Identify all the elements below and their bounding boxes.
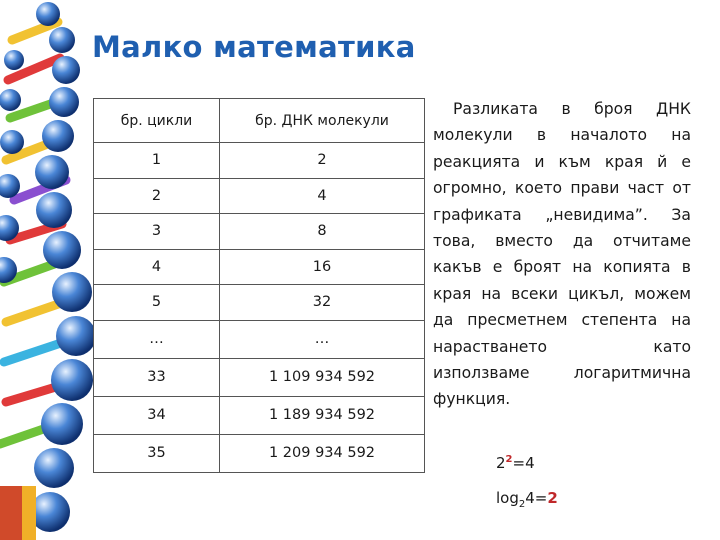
- table-row: [94, 178, 425, 214]
- formula-base: 2: [496, 454, 506, 472]
- table-cell: 4: [94, 249, 220, 285]
- table-cell: 4: [220, 178, 425, 214]
- table-row: [94, 396, 425, 434]
- table-cell: 2: [94, 178, 220, 214]
- log-formula: [496, 489, 558, 510]
- table-row: [94, 285, 425, 321]
- log-result: 2: [547, 489, 558, 507]
- table-cell: 1: [94, 143, 220, 179]
- table-cell: 8: [220, 214, 425, 250]
- table-header-row: [94, 99, 425, 143]
- table-cell: 5: [94, 285, 220, 321]
- table-row: [94, 249, 425, 285]
- table-row: [94, 320, 425, 358]
- table-cell: 1 209 934 592: [220, 434, 425, 472]
- power-formula: [496, 454, 535, 472]
- table-row: [94, 143, 425, 179]
- log-label: log: [496, 489, 519, 507]
- formula-result: =4: [512, 454, 535, 472]
- header-cycles: бр. цикли: [94, 99, 220, 143]
- table-cell: 32: [220, 285, 425, 321]
- table-cell: 3: [94, 214, 220, 250]
- table-cell: …: [94, 320, 220, 358]
- cycles-table: [93, 98, 425, 473]
- header-dna-molecules: бр. ДНК молекули: [220, 99, 425, 143]
- log-argument: 4=: [525, 489, 548, 507]
- formula-exponent: 2: [505, 454, 513, 465]
- table-row: [94, 358, 425, 396]
- table-cell: 34: [94, 396, 220, 434]
- slide-title: Малко математика: [92, 30, 416, 64]
- table-cell: 2: [220, 143, 425, 179]
- table-cell: 16: [220, 249, 425, 285]
- table-cell: 35: [94, 434, 220, 472]
- table-row: [94, 434, 425, 472]
- table-cell: …: [220, 320, 425, 358]
- explanation-paragraph: Разликата в броя ДНК молекули в началото на реакцията и към края й е огромно, което прави част от графиката „невидима”. За това, вместо да отчитаме какъв е броят на копията в края на всеки цикъл, можем да пресметнем степента на нарастването като използваме логаритмична функция.: [433, 100, 691, 409]
- table-row: [94, 214, 425, 250]
- table-cell: 1 109 934 592: [220, 358, 425, 396]
- table-cell: 1 189 934 592: [220, 396, 425, 434]
- table-cell: 33: [94, 358, 220, 396]
- log-base: 2: [518, 499, 526, 510]
